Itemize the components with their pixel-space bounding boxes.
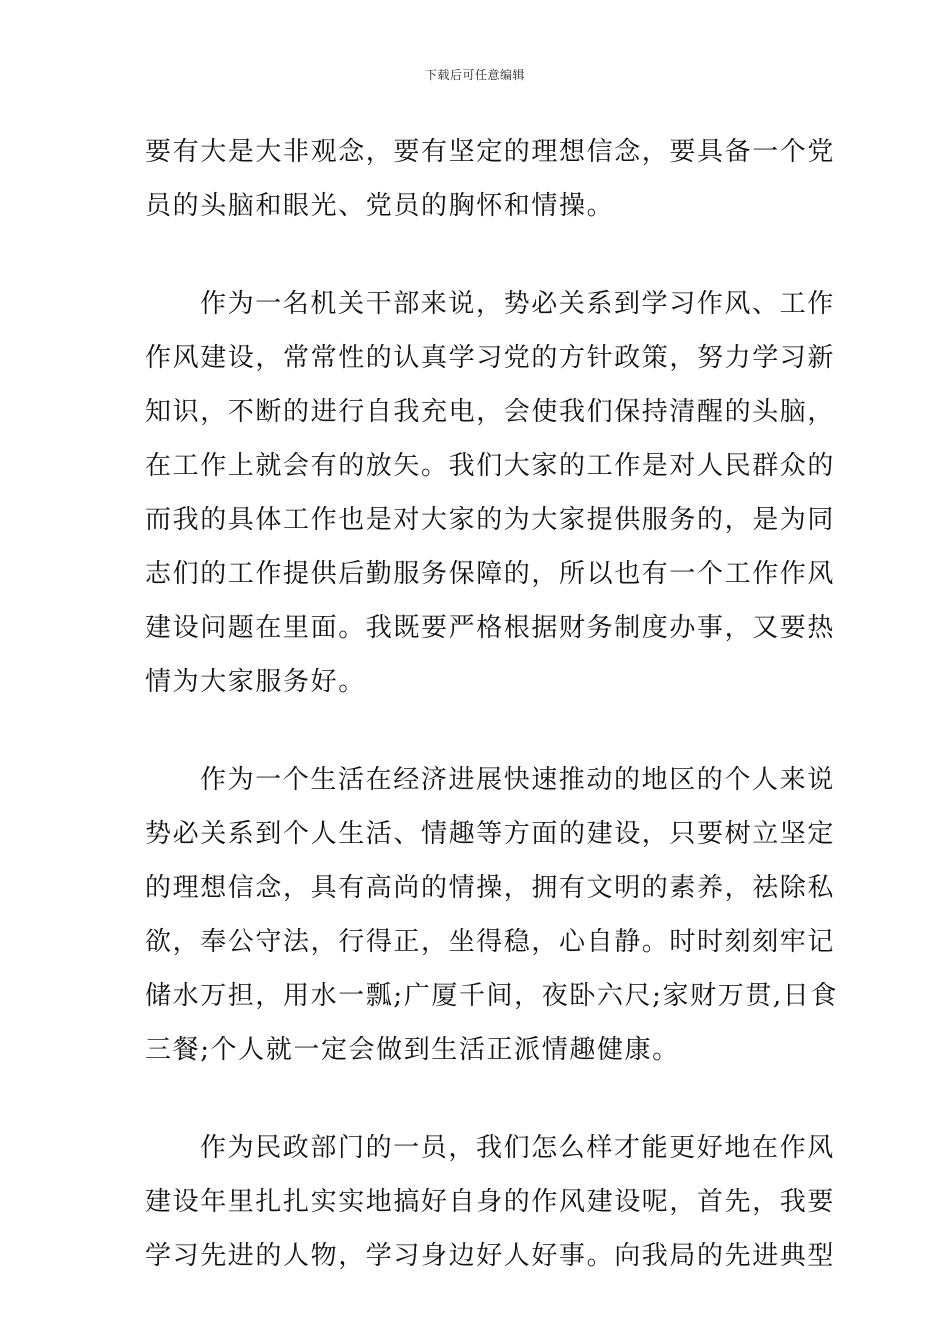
paragraph-line: 学习先进的人物，学习身边好人好事。向我局的先进典型 [145,1241,836,1271]
paragraph-line: 的理想信念，具有高尚的情操，拥有文明的素养，祛除私 [145,873,836,903]
paragraph-line: 知识，不断的进行自我充电，会使我们保持清醒的头脑， [145,397,836,427]
paragraph-line: 作风建设，常常性的认真学习党的方针政策，努力学习新 [145,343,836,373]
paragraph-line: 情为大家服务好。 [145,667,366,697]
paragraph-line: 志们的工作提供后勤服务保障的，所以也有一个工作作风 [145,559,836,589]
paragraph-line: 作为一个生活在经济进展快速推动的地区的个人来说 [200,765,835,795]
page-header: 下载后可任意编辑 [424,68,525,82]
paragraph-line: 建设问题在里面。我既要严格根据财务制度办事，又要热 [145,613,836,643]
paragraph-3 [145,753,838,1077]
paragraph-line: 在工作上就会有的放矢。我们大家的工作是对人民群众的 [145,451,836,481]
paragraph-4 [145,1121,836,1283]
paragraph-line: 欲，奉公守法，行得正，坐得稳，心自静。时时刻刻牢记 [145,927,836,957]
paragraph-line: 势必关系到个人生活、情趣等方面的建设，只要树立坚定 [145,819,836,849]
document-body [145,125,838,1283]
paragraph-line: 要有大是大非观念，要有坚定的理想信念，要具备一个党 [145,137,836,167]
paragraph-line: 建设年里扎扎实实地搞好自身的作风建设呢，首先，我要 [145,1187,836,1217]
paragraph-1 [145,125,836,233]
paragraph-line: 三餐;个人就一定会做到生活正派情趣健康。 [145,1035,680,1065]
paragraph-line: 而我的具体工作也是对大家的为大家提供服务的，是为同 [145,505,836,535]
paragraph-gap [145,233,810,277]
paragraph-line: 作为民政部门的一员，我们怎么样才能更好地在作风 [200,1133,835,1163]
paragraph-2 [145,277,836,709]
paragraph-line: 作为一名机关干部来说，势必关系到学习作风、工作 [200,289,835,319]
paragraph-line: 员的头脑和眼光、党员的胸怀和情操。 [145,191,615,221]
paragraph-gap [145,1077,810,1121]
paragraph-gap [145,709,810,753]
paragraph-line: 储水万担，用水一瓢;广厦千间，夜卧六尺;家财万贯,日食 [145,981,838,1011]
